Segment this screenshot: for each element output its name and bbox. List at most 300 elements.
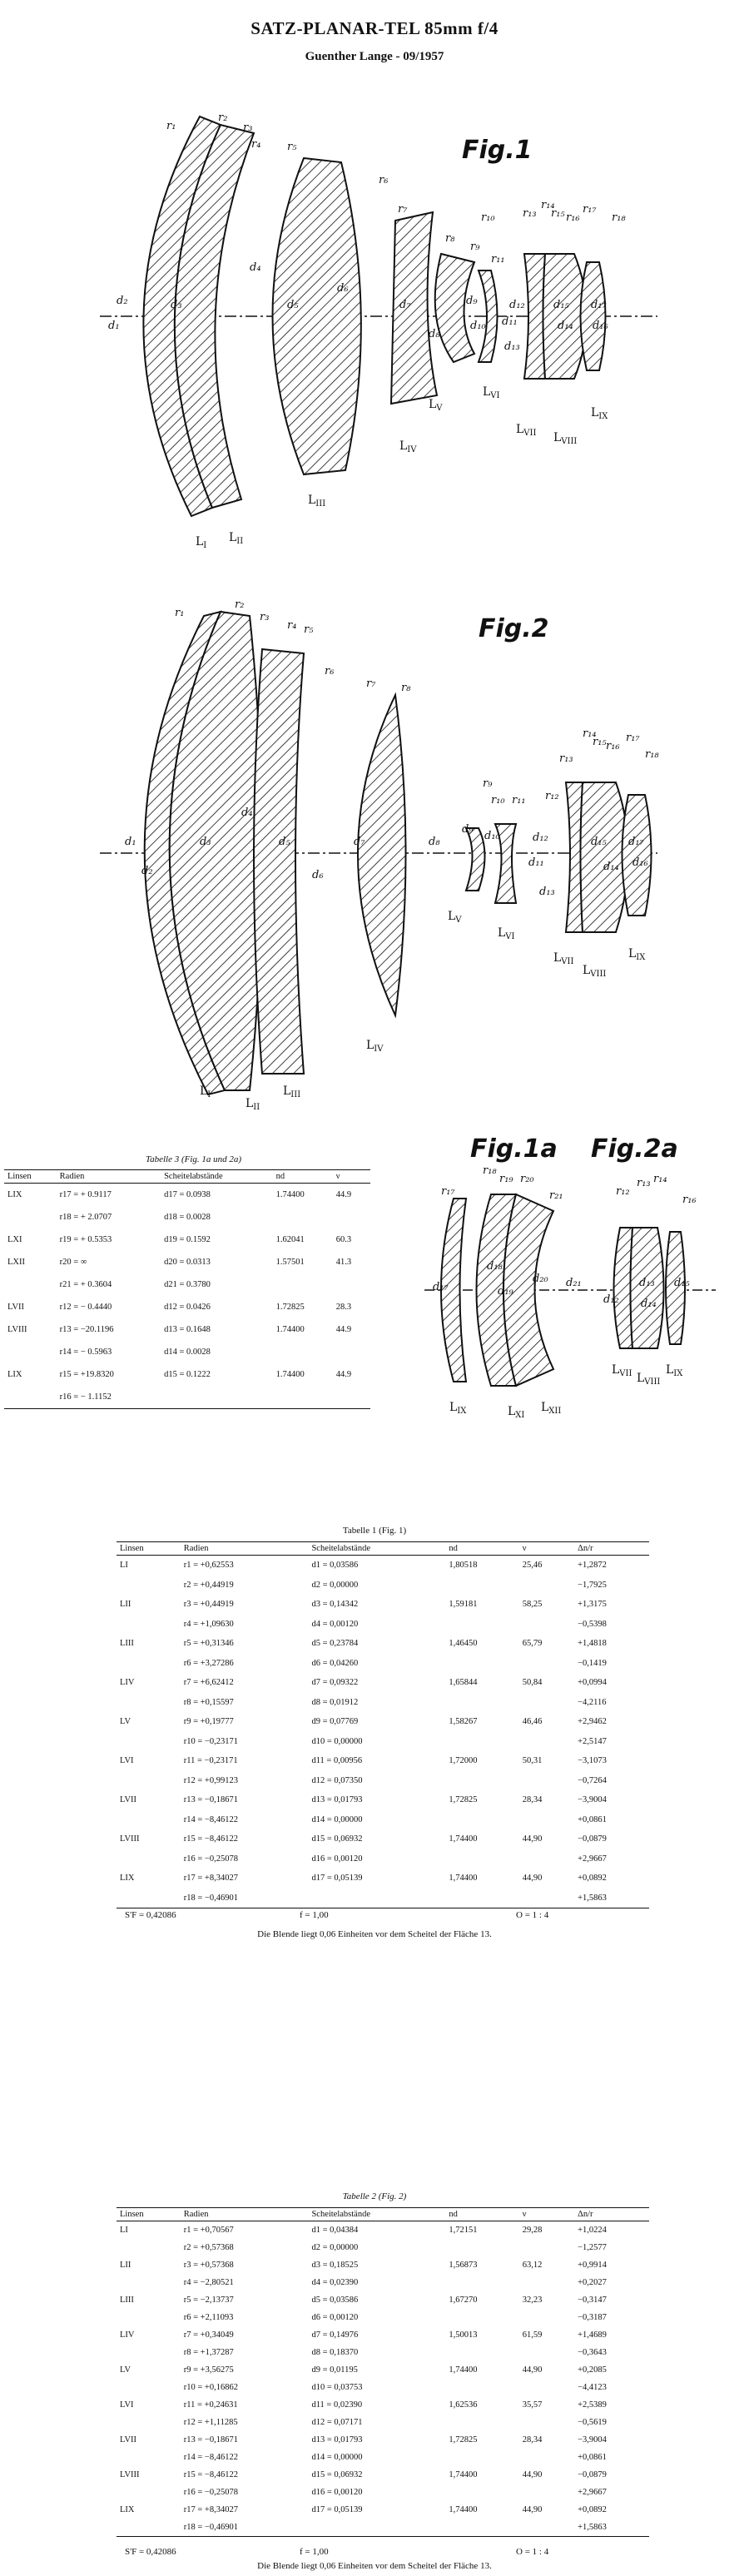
table-row — [4, 1363, 370, 1386]
table-row — [4, 1184, 370, 1207]
table-cell: LXII — [7, 1258, 25, 1267]
table-cell — [445, 2449, 518, 2466]
table-cell: +0,0861 — [578, 1814, 607, 1824]
column-header: Linsen — [4, 1170, 57, 1184]
table-cell — [519, 2414, 574, 2431]
svg-text:LVIII: $L_{VIII}$ — [637, 1372, 661, 1387]
table-row — [117, 1634, 649, 1654]
table-cell — [117, 1810, 181, 1830]
svg-text:d₅: d₅ — [287, 299, 299, 311]
table-row — [117, 2519, 649, 2537]
table-cell — [445, 1615, 518, 1635]
table-cell: LIX — [120, 1874, 135, 1884]
table-cell: 44,90 — [522, 1834, 543, 1844]
table-cell: −4,2116 — [578, 1697, 607, 1707]
column-header: Radien — [181, 1542, 309, 1556]
column-header: Scheitelabstände — [161, 1170, 273, 1184]
table-cell: 44.9 — [335, 1370, 352, 1379]
table-cell — [4, 1206, 57, 1228]
table-row — [117, 1790, 649, 1810]
svg-text:r₄: r₄ — [251, 138, 261, 151]
table-row — [117, 2396, 649, 2414]
svg-text:r₉: r₉ — [470, 241, 480, 253]
svg-text:d₁₅: d₁₅ — [674, 1277, 690, 1289]
table-cell: 1,72825 — [449, 2435, 478, 2444]
table-cell — [445, 2274, 518, 2291]
svg-text:r₅: r₅ — [287, 141, 297, 153]
table-cell: +1,3175 — [578, 1600, 607, 1610]
column-header: Scheitelabstände — [308, 1542, 445, 1556]
table-cell: r1 = +0,70567 — [183, 2226, 234, 2235]
table-cell: d15 = 0,06932 — [311, 2470, 363, 2479]
table-cell: LII — [120, 1600, 131, 1610]
svg-text:d₃: d₃ — [171, 299, 182, 311]
table-cell: r4 = −2,80521 — [183, 2278, 234, 2287]
table-cell: r16 = − 1.1152 — [57, 1386, 161, 1409]
table2-sf: S'F = 0,42086 — [125, 2547, 176, 2557]
svg-text:d₁₄: d₁₄ — [558, 320, 573, 332]
table-cell: d14 = 0,00000 — [311, 2453, 363, 2462]
table-cell: +2,9667 — [578, 1854, 607, 1864]
table-cell — [273, 1386, 333, 1409]
table-cell: r13 = −0,18671 — [183, 2435, 238, 2444]
table-cell — [519, 1576, 574, 1596]
table2-ratio: O = 1 : 4 — [516, 2547, 549, 2557]
table-cell: LVIII — [120, 2470, 140, 2479]
table-cell: d16 = 0,00120 — [311, 1854, 363, 1864]
svg-text:d₈: d₈ — [429, 328, 440, 340]
table-cell: LVII — [120, 2435, 137, 2444]
lens-LIX — [581, 262, 606, 370]
svg-text:d₁₇: d₁₇ — [591, 299, 607, 311]
table-cell: d18 = 0.0028 — [164, 1213, 211, 1222]
column-header: ν — [519, 1542, 574, 1556]
table-cell: d12 = 0,07171 — [311, 2418, 363, 2427]
svg-text:r₁₈: r₁₈ — [645, 748, 659, 761]
table-cell: +2,9667 — [578, 2488, 607, 2497]
table-cell — [117, 2309, 181, 2326]
svg-text:LVII: $L_{VII}$ — [612, 1363, 632, 1378]
svg-text:r₇: r₇ — [366, 678, 376, 690]
table-cell: 44,90 — [522, 2365, 543, 2375]
table-cell — [117, 1654, 181, 1674]
table-cell: r14 = −8,46122 — [183, 2453, 238, 2462]
column-header: nd — [445, 1542, 518, 1556]
column-header: nd — [273, 1170, 333, 1184]
table-cell: 65,79 — [522, 1639, 543, 1649]
table-cell — [117, 2414, 181, 2431]
table-cell: −0,3187 — [578, 2313, 607, 2322]
table-cell — [519, 1889, 574, 1908]
table-row — [117, 2274, 649, 2291]
table-cell — [445, 2344, 518, 2361]
table-cell — [117, 1849, 181, 1869]
svg-text:d₇: d₇ — [399, 299, 411, 311]
table-row — [117, 2414, 649, 2431]
table-row — [117, 2501, 649, 2519]
column-header: Radien — [57, 1170, 161, 1184]
svg-text:d₃: d₃ — [200, 836, 211, 848]
table-cell — [519, 2449, 574, 2466]
table-cell: −0,5619 — [578, 2418, 607, 2427]
svg-text:r₁₇: r₁₇ — [441, 1185, 455, 1198]
svg-text:d₇: d₇ — [354, 836, 365, 848]
svg-text:LVII: $L_{VII}$ — [516, 423, 537, 438]
table-cell — [445, 1889, 518, 1908]
table-row — [117, 1829, 649, 1849]
table-cell: d21 = 0.3780 — [164, 1280, 211, 1289]
svg-text:d₆: d₆ — [312, 869, 324, 881]
table-cell: 28.3 — [335, 1303, 352, 1312]
table-cell: r4 = +1,09630 — [183, 1619, 234, 1629]
svg-text:d₁₇: d₁₇ — [628, 836, 644, 848]
table-1 — [117, 1541, 649, 1908]
table-row — [117, 2291, 649, 2309]
table-cell: 25,46 — [522, 1561, 543, 1571]
svg-text:d₂: d₂ — [117, 295, 128, 307]
svg-text:LIII: $L_{III}$ — [308, 494, 326, 509]
column-header: nd — [445, 2208, 518, 2221]
table-cell: 1,72825 — [449, 1795, 478, 1805]
column-header: Δn/r — [574, 2208, 649, 2221]
table-cell: r15 = +19.8320 — [59, 1370, 114, 1379]
table-row — [117, 1673, 649, 1693]
table-cell: −1,7925 — [578, 1580, 607, 1590]
table-cell: r6 = +2,11093 — [183, 2313, 234, 2322]
table-row — [117, 2256, 649, 2274]
svg-text:LXI: $L_{XI}$ — [508, 1405, 525, 1420]
table-3 — [4, 1169, 370, 1409]
svg-text:d₂₁: d₂₁ — [566, 1277, 582, 1289]
table-row — [117, 2466, 649, 2484]
table-cell: 1,58267 — [449, 1717, 478, 1727]
table-cell: r10 = −0,23171 — [183, 1736, 238, 1746]
table-cell: r5 = −2,13737 — [183, 2296, 234, 2305]
table-row — [117, 2361, 649, 2379]
table-cell: d1 = 0,03586 — [311, 1561, 359, 1571]
table1-f: f = 1,00 — [300, 1910, 329, 1920]
page-title: SATZ-PLANAR-TEL 85mm f/4 — [250, 18, 499, 38]
svg-text:r₇: r₇ — [398, 203, 408, 216]
table-cell: 1,74400 — [449, 1834, 478, 1844]
table-cell — [333, 1273, 370, 1296]
table-cell: 44.9 — [335, 1325, 352, 1334]
table-cell: LIV — [120, 2330, 135, 2340]
column-header: ν — [333, 1170, 370, 1184]
table-cell: LII — [120, 2261, 131, 2270]
svg-text:r₈: r₈ — [445, 232, 455, 245]
table-cell: d10 = 0,03753 — [311, 2383, 363, 2392]
svg-text:d₁₂: d₁₂ — [509, 299, 525, 311]
table-cell: 35,57 — [522, 2400, 543, 2410]
svg-text:d₉: d₉ — [462, 823, 474, 836]
table-cell: −3,9004 — [578, 1795, 607, 1805]
svg-text:LIX: $L_{IX}$ — [591, 406, 608, 421]
svg-text:LXII: $L_{XII}$ — [541, 1401, 562, 1416]
table-2 — [117, 2207, 649, 2537]
table-cell: r3 = +0,57368 — [183, 2261, 234, 2270]
table-cell: r8 = +0,15597 — [183, 1697, 234, 1707]
table-cell — [117, 2344, 181, 2361]
table-cell: +0,0861 — [578, 2453, 607, 2462]
table-row — [117, 1771, 649, 1791]
table-cell: 1.74400 — [275, 1325, 305, 1334]
table-cell: r17 = +8,34027 — [183, 1874, 238, 1884]
table-cell: d7 = 0,09322 — [311, 1678, 359, 1688]
table-cell: 1,59181 — [449, 1600, 478, 1610]
table-cell: d12 = 0.0426 — [164, 1303, 211, 1312]
svg-text:r₁₃: r₁₃ — [559, 752, 573, 765]
table-row — [117, 1576, 649, 1596]
table-cell: d13 = 0.1648 — [164, 1325, 211, 1334]
svg-text:r₉: r₉ — [483, 777, 493, 790]
svg-text:r₃: r₃ — [243, 122, 253, 134]
table-cell: r16 = −0,25078 — [183, 2488, 238, 2497]
svg-text:r₆: r₆ — [379, 174, 389, 186]
svg-text:d₁₈: d₁₈ — [487, 1260, 503, 1273]
table-cell — [519, 2239, 574, 2256]
svg-text:r₁₁: r₁₁ — [512, 794, 526, 807]
table-cell — [445, 2379, 518, 2396]
svg-text:r₁₄: r₁₄ — [653, 1173, 667, 1185]
table-cell: LI — [120, 2226, 128, 2235]
table-cell: +0,2027 — [578, 2278, 607, 2287]
table-row — [4, 1318, 370, 1341]
table1-caption: Tabelle 1 (Fig. 1) — [342, 1526, 407, 1536]
table-cell: r12 = +1,11285 — [183, 2418, 238, 2427]
table1-ratio: O = 1 : 4 — [516, 1910, 549, 1920]
lens-LV — [435, 254, 474, 362]
table-cell: r18 = + 2.0707 — [59, 1213, 112, 1222]
table-cell: 44,90 — [522, 2470, 543, 2479]
table-cell: d17 = 0.0938 — [164, 1190, 211, 1199]
table-cell — [519, 2519, 574, 2537]
table-cell — [273, 1206, 333, 1228]
table-row — [4, 1228, 370, 1251]
svg-text:r₁₇: r₁₇ — [583, 203, 597, 216]
table-cell: d17 = 0,05139 — [311, 2505, 363, 2514]
table-cell: 1,72000 — [449, 1756, 478, 1766]
table-cell — [519, 1732, 574, 1752]
table-row — [117, 2484, 649, 2501]
table-cell: 29,28 — [522, 2226, 543, 2235]
table-cell: LV — [120, 1717, 131, 1727]
table-row — [4, 1341, 370, 1363]
table-cell — [445, 2484, 518, 2501]
table-cell: r13 = −20.1196 — [59, 1325, 114, 1334]
table-cell: r12 = +0,99123 — [183, 1775, 238, 1785]
table-cell: d19 = 0.1592 — [164, 1235, 211, 1244]
table-cell: d11 = 0,00956 — [311, 1756, 363, 1766]
table-cell: r8 = +1,37287 — [183, 2348, 234, 2357]
table-cell: r16 = −0,25078 — [183, 1854, 238, 1864]
table-cell: −0,0879 — [578, 1834, 607, 1844]
table-cell: +1,2872 — [578, 1561, 607, 1571]
svg-text:d₄: d₄ — [250, 261, 261, 274]
svg-text:r₁₅: r₁₅ — [551, 207, 565, 220]
table-cell: d11 = 0,02390 — [311, 2400, 363, 2410]
svg-text:LIV: $L_{IV}$ — [366, 1039, 384, 1054]
svg-text:r₂₀: r₂₀ — [520, 1173, 534, 1185]
table-row — [4, 1296, 370, 1318]
column-header: Linsen — [117, 2208, 181, 2221]
svg-text:r₃: r₃ — [260, 611, 270, 623]
table-cell: d5 = 0,23784 — [311, 1639, 359, 1649]
table-cell: r2 = +0,57368 — [183, 2243, 234, 2252]
table-cell: 1,67270 — [449, 2296, 478, 2305]
table-row — [117, 1810, 649, 1830]
table-cell: 28,34 — [522, 2435, 543, 2444]
table-row — [117, 2239, 649, 2256]
figure-2-diagram — [0, 583, 749, 1115]
table-cell — [117, 1693, 181, 1713]
svg-text:d₁₀: d₁₀ — [484, 830, 500, 842]
table-cell: 28,34 — [522, 1795, 543, 1805]
table-cell: r11 = +0,24631 — [183, 2400, 238, 2410]
table-row — [117, 2379, 649, 2396]
table-row — [117, 1732, 649, 1752]
table-cell: 1,62536 — [449, 2400, 478, 2410]
table-cell: r9 = +3,56275 — [183, 2365, 234, 2375]
table-cell: d17 = 0,05139 — [311, 1874, 363, 1884]
table-cell: d10 = 0,00000 — [311, 1736, 363, 1746]
svg-text:d₁₇: d₁₇ — [433, 1281, 449, 1293]
table-cell — [308, 2519, 445, 2537]
table-cell: r15 = −8,46122 — [183, 2470, 238, 2479]
lens-LIII — [273, 158, 361, 474]
table-cell: 1.62041 — [275, 1235, 305, 1244]
svg-text:d₁₃: d₁₃ — [639, 1277, 655, 1289]
fig2-label: Fig.2 — [479, 614, 549, 643]
svg-text:r₁₅: r₁₅ — [593, 736, 607, 748]
table-cell — [519, 1693, 574, 1713]
svg-text:r₁₈: r₁₈ — [612, 211, 626, 224]
table-cell: 50,31 — [522, 1756, 543, 1766]
table-cell — [333, 1206, 370, 1228]
svg-text:d₁₆: d₁₆ — [593, 320, 608, 332]
svg-text:d₂₀: d₂₀ — [533, 1273, 548, 1285]
column-header: Radien — [181, 2208, 309, 2221]
svg-text:r₁₃: r₁₃ — [637, 1177, 651, 1189]
table2-note: Die Blende liegt 0,06 Einheiten vor dem Scheitel der Fläche 13. — [257, 2561, 492, 2571]
table-row — [4, 1251, 370, 1273]
svg-text:d₄: d₄ — [241, 807, 253, 819]
table-cell: 58,25 — [522, 1600, 543, 1610]
table-cell — [117, 1576, 181, 1596]
table-cell: d3 = 0,14342 — [311, 1600, 359, 1610]
table-cell: +2,9462 — [578, 1717, 607, 1727]
table-cell: d1 = 0,04384 — [311, 2226, 359, 2235]
svg-text:d₁₅: d₁₅ — [553, 299, 569, 311]
table-cell: r19 = + 0.5353 — [59, 1235, 112, 1244]
table-cell: d6 = 0,04260 — [311, 1658, 359, 1668]
table-cell: r18 = −0,46901 — [181, 2519, 309, 2537]
table-cell: 1,46450 — [449, 1639, 478, 1649]
table-row — [117, 1849, 649, 1869]
svg-text:d₁₅: d₁₅ — [591, 836, 607, 848]
table-cell: r9 = +0,19777 — [183, 1717, 234, 1727]
svg-text:r₂₁: r₂₁ — [549, 1189, 563, 1202]
table-cell: LIX — [7, 1190, 22, 1199]
svg-text:d₁: d₁ — [108, 320, 120, 332]
table-cell: d9 = 0,07769 — [311, 1717, 359, 1727]
table-cell: d13 = 0,01793 — [311, 2435, 363, 2444]
table-cell: +1,4689 — [578, 2330, 607, 2340]
svg-text:r₈: r₈ — [401, 682, 411, 694]
table-cell: 44,90 — [522, 1874, 543, 1884]
table-row — [4, 1386, 370, 1409]
table-cell — [4, 1273, 57, 1296]
svg-text:LI: $L_I$ — [196, 535, 207, 550]
svg-text:r₁₇: r₁₇ — [626, 732, 640, 744]
table-cell: r10 = +0,16862 — [183, 2383, 238, 2392]
table-cell: r7 = +0,34049 — [183, 2330, 234, 2340]
table-cell — [519, 1849, 574, 1869]
table-cell: r15 = −8,46122 — [183, 1834, 238, 1844]
table-cell: d20 = 0.0313 — [164, 1258, 211, 1267]
table-cell: +1,0224 — [578, 2226, 607, 2235]
svg-text:r₂: r₂ — [235, 598, 245, 611]
table-cell: 1,65844 — [449, 1678, 478, 1688]
svg-text:LI: $L_I$ — [200, 1085, 211, 1099]
table-cell: d2 = 0,00000 — [311, 2243, 359, 2252]
table-cell: r17 = +8,34027 — [183, 2505, 238, 2514]
table-cell: +1,5863 — [574, 1889, 649, 1908]
table-cell: 1.74400 — [275, 1370, 305, 1379]
svg-text:r₁₈: r₁₈ — [483, 1164, 497, 1177]
svg-text:d₅: d₅ — [279, 836, 290, 848]
table-cell — [4, 1386, 57, 1409]
svg-text:LV: $L_V$ — [448, 910, 462, 925]
table-cell — [117, 2379, 181, 2396]
lens-LVIII-2 — [581, 782, 629, 932]
table-cell: −0,0879 — [578, 2470, 607, 2479]
table-cell: +0,0892 — [578, 2505, 607, 2514]
table-cell: +0,2085 — [578, 2365, 607, 2375]
table-cell: d14 = 0.0028 — [164, 1348, 211, 1357]
svg-text:LVII: $L_{VII}$ — [553, 951, 574, 966]
svg-text:r₁₁: r₁₁ — [491, 253, 505, 266]
table-cell: 41.3 — [335, 1258, 352, 1267]
table-cell: 1,72151 — [449, 2226, 478, 2235]
svg-text:d₁: d₁ — [125, 836, 136, 848]
table-cell: r13 = −0,18671 — [183, 1795, 238, 1805]
table-cell — [117, 1615, 181, 1635]
table-cell: 50,84 — [522, 1678, 543, 1688]
table-cell — [519, 1654, 574, 1674]
table-cell: LIX — [120, 2505, 135, 2514]
table-cell: 32,23 — [522, 2296, 543, 2305]
table1-note: Die Blende liegt 0,06 Einheiten vor dem Scheitel der Fläche 13. — [257, 1929, 492, 1939]
table-cell: LIII — [120, 1639, 134, 1649]
table-cell: LV — [120, 2365, 131, 2375]
table-cell: d9 = 0,01195 — [311, 2365, 358, 2375]
table-cell: +2,5389 — [578, 2400, 607, 2410]
table-cell: 1,74400 — [449, 2505, 478, 2514]
svg-text:r₁₄: r₁₄ — [541, 199, 555, 211]
svg-text:r₁₂: r₁₂ — [545, 790, 559, 802]
table-cell — [333, 1386, 370, 1409]
table-cell: r7 = +6,62412 — [183, 1678, 234, 1688]
fig1-label: Fig.1 — [462, 136, 533, 165]
page-subtitle: Guenther Lange - 09/1957 — [305, 50, 444, 63]
svg-text:LIV: $L_{IV}$ — [399, 439, 417, 454]
table-row — [117, 2221, 649, 2240]
table-cell: LIII — [120, 2296, 134, 2305]
table-cell: LVI — [120, 2400, 134, 2410]
table-cell — [117, 1889, 181, 1908]
svg-text:LIX: $L_{IX}$ — [449, 1401, 467, 1416]
